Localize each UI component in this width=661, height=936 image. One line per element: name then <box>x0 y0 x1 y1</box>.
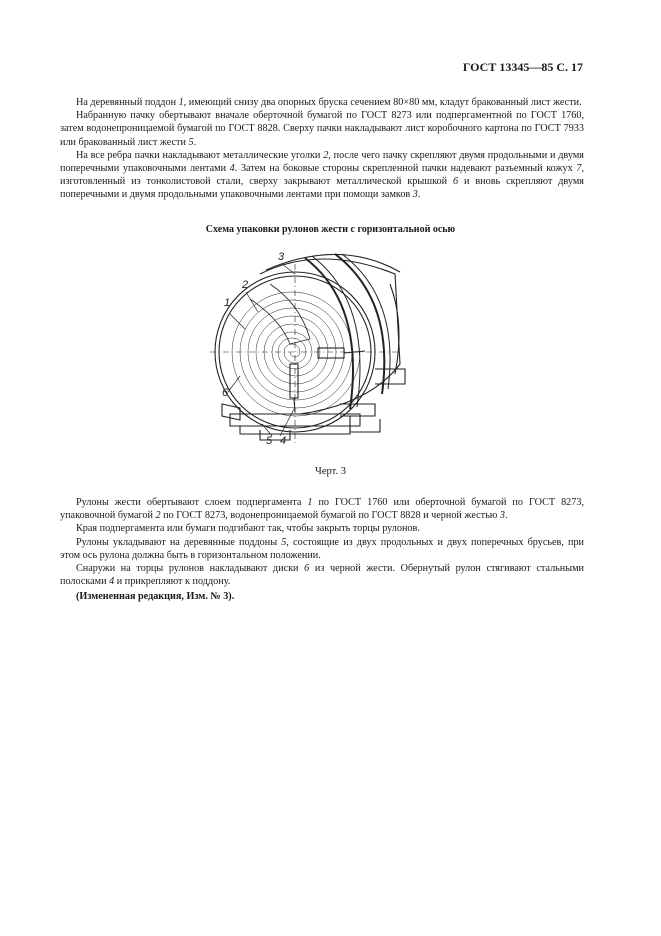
paragraph: На все ребра пачки накладывают металлические уголки 2, после чего пачку скрепляют двумя продольными и двумя поперечными упаковочными лентами 4. Затем на боковые стороны скрепленной пачки надевают разъемный кожух 7, изготовленный из тонколистовой стали, сверху закрывают металлической крышкой 6 и вновь скрепляют двумя поперечными и двумя продольными упаковочными лентами при помощи замков 3. <box>60 149 584 201</box>
amendment-note: (Измененная редакция, Изм. № 3). <box>76 591 235 602</box>
paragraph: Набранную пачку обертывают вначале оберточной бумагой по ГОСТ 8273 или подпергаментной по ГОСТ 1760, затем водонепроницаемой бумагой по ГОСТ 8828. Сверху пачки накладывают лист коробочного картона по ГОСТ 7933 или бракованный лист жести 5. <box>60 110 584 148</box>
label-2: 2 <box>242 279 249 291</box>
paragraph: Снаружи на торцы рулонов накладывают диски 6 из черной жести. Обернутый рулон стягивают стальными полосками 4 и прикрепляют к поддону. <box>60 563 584 588</box>
paragraph: Рулоны жести обертывают слоем подпергамента 1 по ГОСТ 1760 или оберточной бумагой по ГОСТ 8273, упаковочной бумагой 2 по ГОСТ 8273, водонепроницаемой бумагой по ГОСТ 8828 и черной жестью 3. <box>60 497 584 522</box>
label-1: 1 <box>224 297 231 309</box>
paragraph: Рулоны укладывают на деревянные поддоны 5, состоящие из двух продольных и двух поперечных брусьев, при этом ось рулона должна быть в горизонтальном положении. <box>60 536 584 561</box>
label-3: 3 <box>278 251 285 263</box>
page-header: ГОСТ 13345—85 С. 17 <box>462 60 583 74</box>
paragraph: Края подпергамента или бумаги подгибают так, чтобы закрыть торцы рулонов. <box>76 523 420 535</box>
section2-text <box>60 496 584 588</box>
section1-text <box>60 96 584 202</box>
label-6: 6 <box>222 387 229 399</box>
label-5: 5 <box>266 435 273 447</box>
coil-packaging-drawing <box>200 244 440 449</box>
label-4: 4 <box>280 435 287 447</box>
figure-title: Схема упаковки рулонов жести с горизонтальной осью <box>205 224 456 235</box>
paragraph: На деревянный поддон 1, имеющий снизу два опорных бруска сечением 80×80 мм, кладут бракованный лист жести. <box>76 97 582 108</box>
figure-caption: Черт. 3 <box>315 466 346 477</box>
